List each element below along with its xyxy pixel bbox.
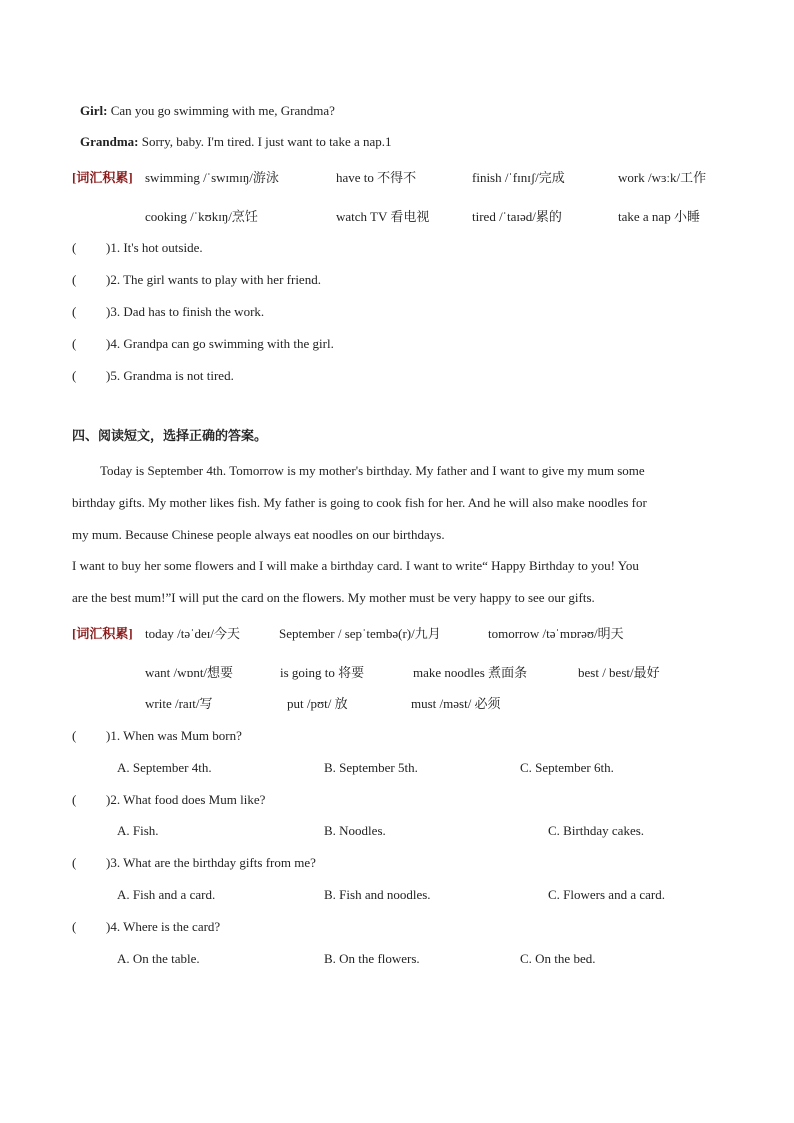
option-b[interactable]: B. Noodles. bbox=[324, 823, 386, 838]
tf-question bbox=[72, 271, 321, 289]
passage-line: I want to buy her some flowers and I will make a birthday card. I want to write“ Happy Birthday to you! You bbox=[72, 558, 639, 573]
option-a[interactable]: A. Fish and a card. bbox=[117, 887, 216, 902]
vocab-item: swimming /ˈswɪmɪŋ/游泳 bbox=[145, 170, 279, 185]
vocab-item: watch TV 看电视 bbox=[336, 209, 430, 224]
vocab-tag: [词汇积累] bbox=[72, 170, 133, 185]
dialogue-line-girl bbox=[80, 102, 335, 120]
question-text: Where is the card? bbox=[123, 919, 221, 934]
question-number: )2. bbox=[106, 792, 121, 807]
option-c[interactable]: C. On the bed. bbox=[520, 951, 596, 966]
vocab-item: tired /ˈtaɪəd/累的 bbox=[472, 209, 562, 224]
option-b[interactable]: B. September 5th. bbox=[324, 760, 418, 775]
vocab-item: finish /ˈfɪnɪʃ/完成 bbox=[472, 170, 565, 185]
speaker-label: Grandma: bbox=[80, 134, 139, 149]
passage-line: birthday gifts. My mother likes fish. My father is going to cook fish for her. And he will also make noodles for bbox=[72, 495, 647, 510]
question-text: What are the birthday gifts from me? bbox=[123, 855, 316, 870]
answer-blank[interactable]: ( bbox=[72, 728, 77, 743]
tf-question bbox=[72, 239, 203, 257]
question-number: )1. bbox=[106, 240, 121, 255]
question-text: Grandpa can go swimming with the girl. bbox=[123, 336, 334, 351]
vocab-tag: [词汇积累] bbox=[72, 626, 133, 641]
tf-question bbox=[72, 335, 334, 353]
question-number: )5. bbox=[106, 368, 121, 383]
vocab-item: put /pʊt/ 放 bbox=[287, 696, 348, 711]
dialogue-text: Can you go swimming with me, Grandma? bbox=[110, 103, 335, 118]
option-c[interactable]: C. September 6th. bbox=[520, 760, 614, 775]
passage-line: Today is September 4th. Tomorrow is my mother's birthday. My father and I want to give my mum some bbox=[100, 463, 645, 478]
vocab-item: best / best/最好 bbox=[578, 665, 660, 680]
dialogue-text: Sorry, baby. I'm tired. I just want to take a nap.1 bbox=[141, 134, 392, 149]
passage-line: my mum. Because Chinese people always eat noodles on our birthdays. bbox=[72, 527, 445, 542]
vocab-item: make noodles 煮面条 bbox=[413, 665, 528, 680]
vocab-item: write /raɪt/写 bbox=[145, 696, 213, 711]
question-text: Dad has to finish the work. bbox=[123, 304, 265, 319]
option-b[interactable]: B. Fish and noodles. bbox=[324, 887, 431, 902]
vocab-item: want /wɒnt/想要 bbox=[145, 665, 234, 680]
question-number: )2. bbox=[106, 272, 121, 287]
vocab-item: September / sepˈtembə(r)/九月 bbox=[279, 626, 441, 641]
option-c[interactable]: C. Flowers and a card. bbox=[548, 887, 665, 902]
question-text: What food does Mum like? bbox=[123, 792, 266, 807]
question-text: The girl wants to play with her friend. bbox=[123, 272, 321, 287]
speaker-label: Girl: bbox=[80, 103, 108, 118]
answer-blank[interactable]: ( bbox=[72, 336, 77, 351]
question-number: )4. bbox=[106, 336, 121, 351]
mc-question bbox=[72, 854, 316, 872]
question-number: )4. bbox=[106, 919, 121, 934]
option-a[interactable]: A. On the table. bbox=[117, 951, 200, 966]
vocab-item: is going to 将要 bbox=[280, 665, 365, 680]
dialogue-line-grandma bbox=[80, 133, 392, 151]
answer-blank[interactable]: ( bbox=[72, 919, 77, 934]
answer-blank[interactable]: ( bbox=[72, 368, 77, 383]
answer-blank[interactable]: ( bbox=[72, 304, 77, 319]
section-heading: 四、阅读短文，选择正确的答案。 bbox=[72, 429, 268, 444]
option-c[interactable]: C. Birthday cakes. bbox=[548, 823, 645, 838]
question-text: Grandma is not tired. bbox=[123, 368, 234, 383]
option-b[interactable]: B. On the flowers. bbox=[324, 951, 420, 966]
option-a[interactable]: A. Fish. bbox=[117, 823, 159, 838]
question-text: When was Mum born? bbox=[123, 728, 242, 743]
answer-blank[interactable]: ( bbox=[72, 272, 77, 287]
tf-question bbox=[72, 303, 264, 321]
vocab-item: take a nap 小睡 bbox=[618, 209, 700, 224]
answer-blank[interactable]: ( bbox=[72, 792, 77, 807]
tf-question bbox=[72, 367, 234, 385]
vocab-item: tomorrow /təˈmɒrəʊ/明天 bbox=[488, 626, 624, 641]
question-number: )3. bbox=[106, 855, 121, 870]
question-number: )1. bbox=[106, 728, 121, 743]
passage-line: are the best mum!”I will put the card on the flowers. My mother must be very happy to see our gifts. bbox=[72, 590, 595, 605]
question-number: )3. bbox=[106, 304, 121, 319]
mc-question bbox=[72, 727, 242, 745]
vocab-item: cooking /ˈkʊkɪŋ/烹饪 bbox=[145, 209, 258, 224]
mc-question bbox=[72, 791, 265, 809]
option-a[interactable]: A. September 4th. bbox=[117, 760, 212, 775]
vocab-item: must /məst/ 必须 bbox=[411, 696, 501, 711]
answer-blank[interactable]: ( bbox=[72, 855, 77, 870]
vocab-item: have to 不得不 bbox=[336, 170, 417, 185]
answer-blank[interactable]: ( bbox=[72, 240, 77, 255]
vocab-item: today /təˈdeɪ/今天 bbox=[145, 626, 240, 641]
vocab-item: work /wɜːk/工作 bbox=[618, 170, 707, 185]
mc-question bbox=[72, 918, 220, 936]
question-text: It's hot outside. bbox=[123, 240, 203, 255]
